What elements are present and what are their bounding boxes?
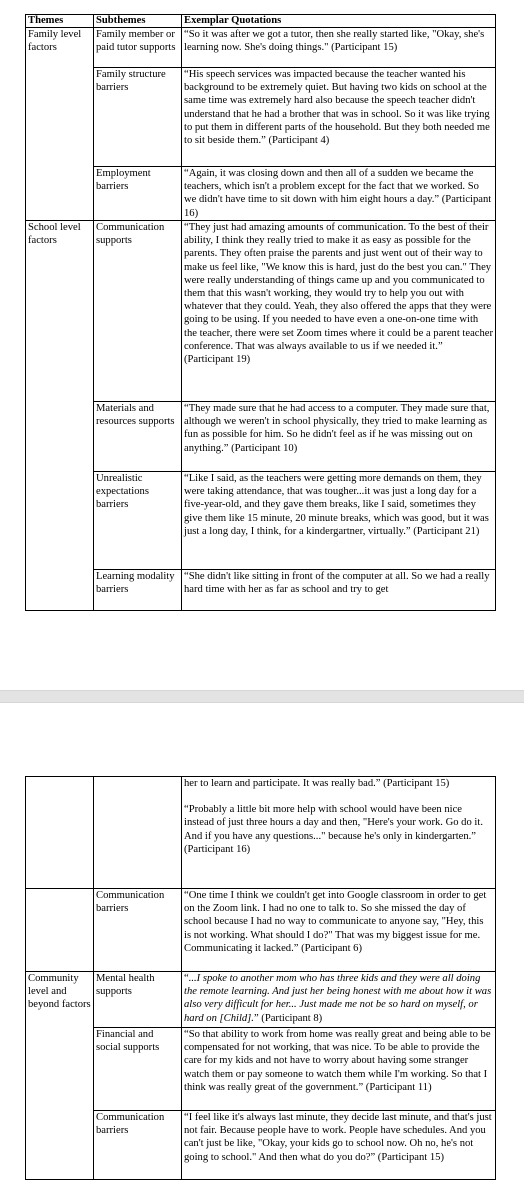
theme-cell-empty — [26, 889, 94, 972]
quotation-cell: “His speech services was impacted because the teacher wanted his background to be extremely quiet. But having two kids on school at the same time was extremely hard also because the speech teacher didn't understand that he had a brother that was in school. So it was like trying to put them in different parts of the household. But they both needed me to sit beside them.” (Participant 4) — [182, 68, 496, 167]
table-row — [26, 221, 496, 402]
header-quotations: Exemplar Quotations — [182, 15, 496, 28]
quotation-cell: “So it was after we got a tutor, then she really started like, "Okay, she's learning now. She's doing things." (Participant 15) — [182, 28, 496, 68]
subtheme-cell-empty — [94, 777, 182, 889]
table-row — [26, 472, 496, 570]
subtheme-cell: Financial and social supports — [94, 1028, 182, 1111]
themes-table-part-1 — [25, 14, 496, 611]
theme-cell: Family level factors — [26, 28, 94, 221]
quotation-text: “Probably a little bit more help with school would have been nice instead of just three hours a day and then, "Here's your work. Go do it. And if you have any questions..." because he's only in kindergarten.” (Participant 16) — [184, 804, 483, 855]
header-subthemes: Subthemes — [94, 15, 182, 28]
table-row — [26, 777, 496, 889]
quotation-cell — [182, 777, 496, 889]
table-row — [26, 402, 496, 472]
subtheme-cell: Learning modality barriers — [94, 570, 182, 611]
quotation-cell: “Again, it was closing down and then all of a sudden we became the teachers, which isn't a problem except for the fact that we worked. So we didn't have time to sit down with him eight hours a day.” (Participant 16) — [182, 167, 496, 221]
table-row — [26, 1111, 496, 1180]
subtheme-cell: Communication barriers — [94, 889, 182, 972]
quotation-cell: “I feel like it's always last minute, they decide last minute, and that's just not fair. Because people have to work. People have schedules. And you can't just be like, "Okay, your kids go to school now. Oh no, he's not going to school." And then what do you do?” (Participant 15) — [182, 1111, 496, 1180]
table-row — [26, 1028, 496, 1111]
quotation-continued: her to learn and participate. It was really bad.” (Participant 15) — [184, 778, 450, 789]
table-row — [26, 972, 496, 1028]
document-page-2 — [0, 703, 524, 1196]
quote-open: “ — [184, 973, 189, 984]
quotation-cell — [182, 972, 496, 1028]
quotation-cell: “So that ability to work from home was really great and being able to be compensated for not working, that was nice. To be able to provide the care for my kids and not have to worry about having some stranger watch them or pay someone to watch them while I'm working. So that I think was really great of the government.” (Participant 11) — [182, 1028, 496, 1111]
theme-cell-empty — [26, 777, 94, 889]
subtheme-cell: Employment barriers — [94, 167, 182, 221]
theme-cell: School level factors — [26, 221, 94, 611]
quote-attribution: ” (Participant 8) — [253, 1012, 323, 1024]
quotation-cell: “They made sure that he had access to a computer. They made sure that, although we weren't in school physically, they tried to make learning as fun as possible for him. So he didn't feel as if he was missing out on anything.” (Participant 10) — [182, 402, 496, 472]
header-themes: Themes — [26, 15, 94, 28]
subtheme-cell: Unrealistic expectations barriers — [94, 472, 182, 570]
table-row — [26, 167, 496, 221]
subtheme-cell: Communication supports — [94, 221, 182, 402]
quotation-cell: “She didn't like sitting in front of the computer at all. So we had a really hard time with her as far as school and try to get — [182, 570, 496, 611]
table-row — [26, 570, 496, 611]
table-header-row — [26, 15, 496, 28]
quotation-italic: ...I spoke to another mom who has three kids and they were all doing the remote learning. And just her being honest with me about how it was also very difficult for her... Just made me not be so hard on myself, or hard on [Child]. — [184, 973, 492, 1024]
table-row — [26, 68, 496, 167]
subtheme-cell: Mental health supports — [94, 972, 182, 1028]
quotation-cell: “They just had amazing amounts of communication. To the best of their ability, I think they really tried to make it as easy as possible for the parents. They often praise the parents and just went out of their way to make us feel like, "We know this is hard, just do the best you can." They were really understanding of things came up and you communicated to them that this wasn't working, they would try to help you out with whatever that they could. Yeah, they also offered the apps that they were going to be using. If you needed to have even a one-on-one time with the teacher, there were set Zoom times where it could be a parent teacher conference. That was always available to us if we needed it.” (Participant 19) — [182, 221, 496, 402]
subtheme-cell: Family structure barriers — [94, 68, 182, 167]
table-row — [26, 889, 496, 972]
quotation-cell: “One time I think we couldn't get into Google classroom in order to get on the Zoom link. I had no one to talk to. So she missed the day of school because I had no way to communicate to anyone say, "Hey, this is not working. What should I do?" That was my biggest issue for me. Communicating it lacked.” (Participant 6) — [182, 889, 496, 972]
themes-table-part-2 — [25, 776, 496, 1180]
page-separator — [0, 690, 524, 703]
subtheme-cell: Communication barriers — [94, 1111, 182, 1180]
theme-cell: Community level and beyond factors — [26, 972, 94, 1180]
table-row — [26, 28, 496, 68]
subtheme-cell: Family member or paid tutor supports — [94, 28, 182, 68]
subtheme-cell: Materials and resources supports — [94, 402, 182, 472]
quotation-cell: “Like I said, as the teachers were getting more demands on them, they were taking attendance, that was tougher...it was just a long day for a five-year-old, and they gave them breaks, like I said, sometimes they give them like 15 minute, 20 minute breaks, which was good, but it was just a long day, I think, for a kindergartner, virtually.” (Participant 21) — [182, 472, 496, 570]
